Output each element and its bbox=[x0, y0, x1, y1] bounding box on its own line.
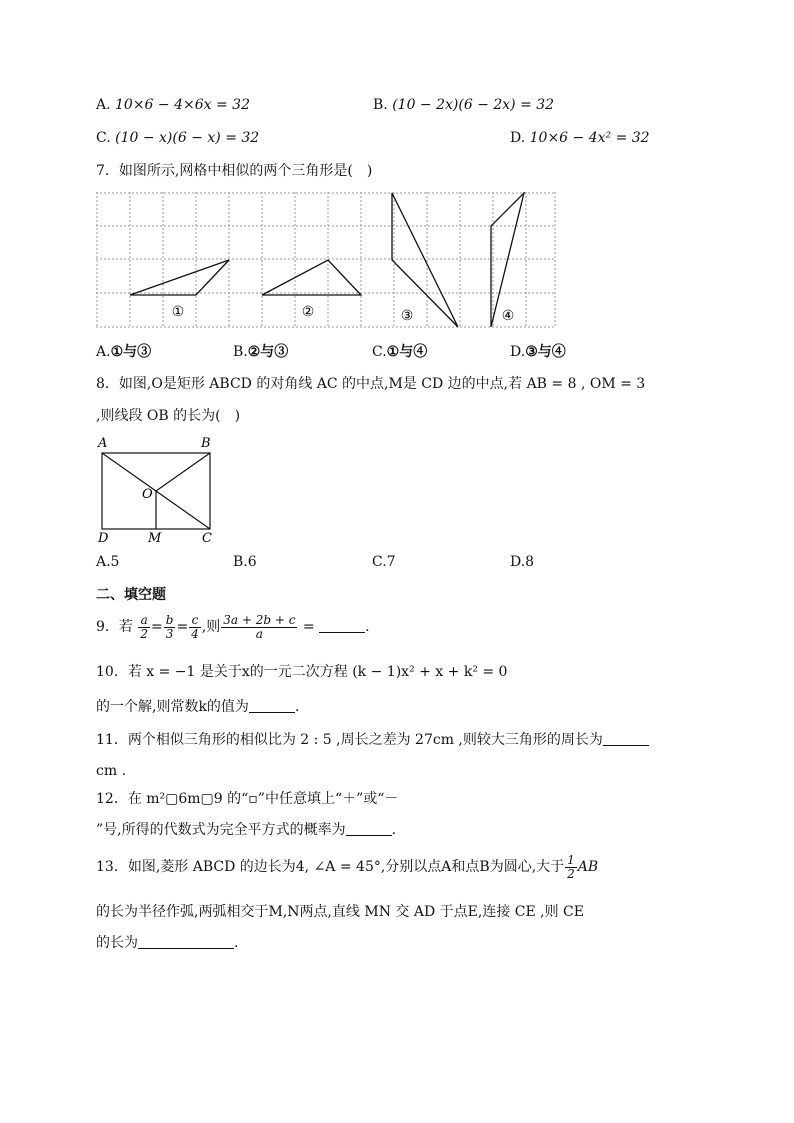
q7-option-b: B.②与③ bbox=[233, 344, 289, 360]
point-label-b: B bbox=[201, 436, 211, 451]
q11-answer-blank[interactable] bbox=[603, 731, 649, 746]
q7-option-d: D.③与④ bbox=[510, 344, 566, 360]
q8-stem-line2: ,则线段 OB 的长为( ) bbox=[96, 408, 241, 424]
q13-answer-blank[interactable] bbox=[138, 934, 234, 949]
point-label-d: D bbox=[98, 531, 109, 544]
q6-option-d-prefix: D. bbox=[510, 130, 530, 146]
q8-option-b: B.6 bbox=[233, 554, 257, 570]
q9-fraction-expression: $\frac{3a + 2b + c}{a}$ bbox=[223, 612, 296, 641]
q13-line2: 的长为半径作弧,两弧相交于M,N两点,直线 MN 交 AD 于点E,连接 CE ,则 CE bbox=[96, 904, 584, 920]
q6-option-c-prefix: C. bbox=[96, 130, 116, 146]
q9: 9．若 $\frac{a}{2}$ = $\frac{b}{3}$ = $\frac{c}{4}$ ,则 $\frac{3a + 2b + c}{a}$ = . bbox=[96, 612, 370, 641]
q9-answer-blank[interactable] bbox=[319, 618, 365, 633]
triangle-3-label: ③ bbox=[400, 308, 414, 324]
q6-option-a bbox=[96, 96, 250, 114]
q12-answer-blank[interactable] bbox=[346, 821, 392, 836]
q11-line2: cm . bbox=[96, 763, 127, 779]
q7-grid-lines bbox=[96, 192, 556, 327]
point-label-m: M bbox=[148, 531, 162, 544]
q9-fraction-a-2: $\frac{a}{2}$ bbox=[140, 612, 149, 641]
q8-stem-line1: 8．如图,O是矩形 ABCD 的对角线 AC 的中点,M是 CD 边的中点,若 AB = 8 , OM = 3 bbox=[96, 376, 646, 392]
q13-line3: 的长为 . bbox=[96, 935, 239, 951]
segment-ob bbox=[156, 453, 210, 491]
point-label-o: O bbox=[142, 487, 153, 502]
q10-line1: 10．若 x = −1 是关于x的一元二次方程 (k − 1)x² + x + k² = 0 bbox=[96, 664, 508, 680]
q12-line1: 12．在 m²▢6m▢9 的“▫”中任意填上“＋”或“－ bbox=[96, 791, 399, 807]
q13-line1: 13．如图,菱形 ABCD 的边长为4, ∠A = 45°,分别以点A和点B为圆心,大于 $\frac{1}{2}$ AB bbox=[96, 852, 599, 881]
point-label-c: C bbox=[202, 531, 212, 544]
q6-option-a-expr: 10×6 − 4×6x = 32 bbox=[115, 97, 250, 113]
q6-option-b-prefix: B. bbox=[373, 97, 393, 113]
q6-option-d bbox=[510, 129, 650, 147]
q7-option-a: A.①与③ bbox=[96, 344, 152, 360]
q8-option-d: D.8 bbox=[510, 554, 535, 570]
q7-stem: 7．如图所示,网格中相似的两个三角形是( ) bbox=[96, 163, 373, 179]
q6-option-b bbox=[373, 96, 554, 114]
q10-line2: 的一个解,则常数k的值为 . bbox=[96, 699, 300, 715]
triangle-4-label: ④ bbox=[501, 308, 515, 324]
q7-option-c: C.①与④ bbox=[372, 344, 428, 360]
triangle-4 bbox=[491, 193, 524, 327]
q9-fraction-c-4: $\frac{c}{4}$ bbox=[191, 612, 199, 641]
point-label-a: A bbox=[98, 436, 108, 451]
q11-line1: 11．两个相似三角形的相似比为 2 : 5 ,周长之差为 27cm ,则较大三角形的周长为 bbox=[96, 731, 649, 749]
section-title-fill-in: 二、填空题 bbox=[96, 587, 166, 603]
q10-answer-blank[interactable] bbox=[249, 698, 295, 713]
q6-option-a-prefix: A. bbox=[96, 97, 116, 113]
triangle-3 bbox=[392, 193, 458, 327]
q13-fraction-half: $\frac{1}{2}$ bbox=[567, 852, 575, 881]
triangle-2-label: ② bbox=[301, 304, 315, 320]
q6-option-b-expr: (10 − 2x)(6 − 2x) = 32 bbox=[392, 97, 555, 113]
q9-fraction-b-3: $\frac{b}{3}$ bbox=[165, 612, 174, 641]
q8-rectangle-figure bbox=[92, 432, 222, 544]
q6-option-c bbox=[96, 129, 259, 147]
q6-option-c-expr: (10 − x)(6 − x) = 32 bbox=[115, 130, 260, 146]
q6-option-d-expr: 10×6 − 4x² = 32 bbox=[529, 130, 650, 146]
q8-option-a: A.5 bbox=[96, 554, 120, 570]
triangle-1-label: ① bbox=[171, 304, 185, 320]
triangle-1 bbox=[130, 260, 229, 295]
q12-line2: ”号,所得的代数式为完全平方式的概率为 . bbox=[96, 822, 397, 838]
triangle-2 bbox=[262, 260, 361, 295]
q7-grid-figure bbox=[96, 192, 560, 330]
q8-option-c: C.7 bbox=[372, 554, 396, 570]
